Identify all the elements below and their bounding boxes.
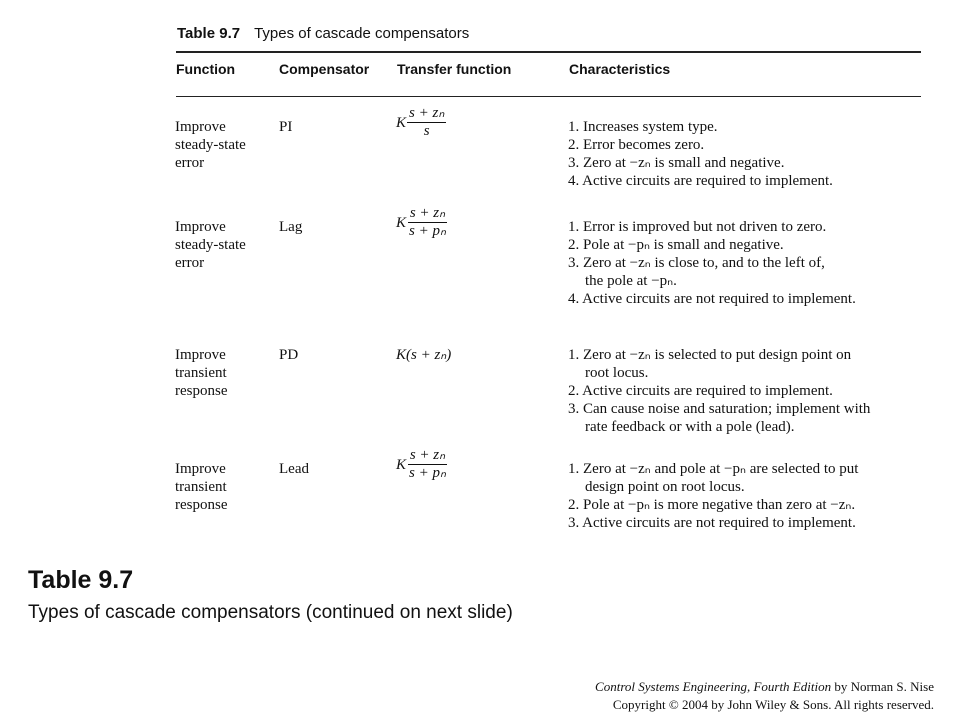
table-row-pd-compensator: PD — [279, 347, 299, 363]
table-caption: Types of cascade compensators — [254, 25, 470, 42]
book-title: Control Systems Engineering, Fourth Edition — [595, 679, 832, 694]
characteristic-line: 1. Error is improved but not driven to zero. — [568, 219, 827, 235]
function-line: error — [175, 155, 205, 171]
table-number: Table 9.7 — [177, 25, 241, 42]
transfer-function-fraction — [396, 205, 448, 240]
table-row-lead-function — [175, 460, 275, 514]
function-line: steady-state — [175, 137, 246, 153]
characteristic-line: 3. Zero at −zₙ is small and negative. — [568, 155, 785, 171]
column-header-transfer-function: Transfer function — [397, 61, 512, 77]
table-row-lag-function — [175, 218, 275, 272]
gain-symbol: K — [396, 114, 407, 131]
table-row-pd-transfer-function: K(s + zₙ) — [396, 347, 452, 363]
numerator: s + zₙ — [409, 205, 446, 221]
function-line: transient — [175, 365, 227, 381]
characteristic-line: the pole at −pₙ. — [585, 273, 677, 289]
table-row-lead-characteristics — [568, 460, 928, 532]
denominator: s + pₙ — [409, 223, 446, 239]
characteristic-line: 3. Active circuits are not required to implement. — [568, 515, 856, 531]
table-row-lead-transfer-function — [396, 447, 448, 482]
transfer-function-fraction — [396, 105, 446, 140]
table-row-lag-characteristics — [568, 218, 928, 308]
characteristic-line: 2. Active circuits are required to implement. — [568, 383, 833, 399]
gain-symbol: K — [396, 456, 407, 473]
table-heading — [177, 25, 469, 42]
function-line: Improve — [175, 219, 226, 235]
characteristic-line: root locus. — [585, 365, 649, 381]
function-line: Improve — [175, 461, 226, 477]
slide-title: Table 9.7 — [28, 566, 134, 594]
function-line: response — [175, 383, 228, 399]
function-line: response — [175, 497, 228, 513]
characteristic-line: rate feedback or with a pole (lead). — [585, 419, 795, 435]
copyright-notice: Copyright © 2004 by John Wiley & Sons. All rights reserved. — [612, 697, 934, 712]
denominator: s — [423, 123, 430, 139]
characteristic-line: 3. Can cause noise and saturation; implement with — [568, 401, 871, 417]
table-row-pi-function — [175, 118, 275, 172]
characteristic-line: 1. Increases system type. — [568, 119, 718, 135]
numerator: s + zₙ — [409, 447, 446, 463]
function-line: error — [175, 255, 205, 271]
denominator: s + pₙ — [409, 465, 446, 481]
table-row-pd-function — [175, 346, 275, 400]
characteristic-line: 2. Pole at −pₙ is small and negative. — [568, 237, 784, 253]
function-line: Improve — [175, 119, 226, 135]
table-row-pd-characteristics — [568, 346, 928, 436]
table-row-pi-characteristics — [568, 118, 928, 190]
characteristic-line: 2. Error becomes zero. — [568, 137, 705, 153]
table-row-lag-transfer-function — [396, 205, 448, 240]
characteristic-line: 1. Zero at −zₙ and pole at −pₙ are selected to put — [568, 461, 859, 477]
transfer-function-fraction — [396, 447, 448, 482]
book-credit — [595, 679, 934, 695]
book-author: by Norman S. Nise — [831, 679, 934, 694]
characteristic-line: design point on root locus. — [585, 479, 745, 495]
column-header-compensator: Compensator — [279, 61, 370, 77]
gain-symbol: K — [396, 214, 407, 231]
table-row-lead-compensator: Lead — [279, 461, 309, 477]
characteristic-line: 3. Zero at −zₙ is close to, and to the left of, — [568, 255, 825, 271]
table-row-pi-transfer-function — [396, 105, 446, 140]
characteristic-line: 1. Zero at −zₙ is selected to put design point on — [568, 347, 852, 363]
slide-subtitle: Types of cascade compensators (continued on next slide) — [28, 602, 513, 623]
table-top-rule — [176, 51, 921, 53]
characteristic-line: 2. Pole at −pₙ is more negative than zero at −zₙ. — [568, 497, 856, 513]
characteristic-line: 4. Active circuits are required to implement. — [568, 173, 833, 189]
numerator: s + zₙ — [409, 105, 445, 121]
table-row-pi-compensator: PI — [279, 119, 293, 135]
function-line: Improve — [175, 347, 226, 363]
table-header-rule — [176, 96, 921, 97]
function-line: steady-state — [175, 237, 246, 253]
column-header-characteristics: Characteristics — [569, 61, 671, 77]
table-row-lag-compensator: Lag — [279, 219, 303, 235]
characteristic-line: 4. Active circuits are not required to implement. — [568, 291, 856, 307]
column-header-function: Function — [176, 61, 236, 77]
function-line: transient — [175, 479, 227, 495]
